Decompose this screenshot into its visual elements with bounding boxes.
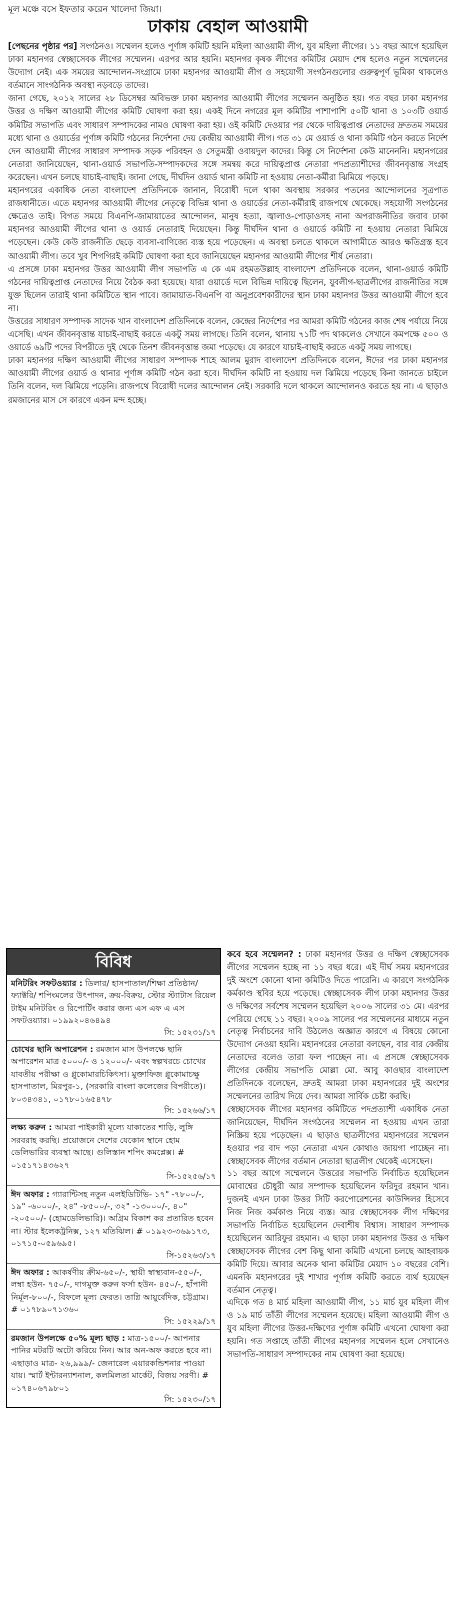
article-paragraph: ঢাকা মহানগর দক্ষিণ আওয়ামী লীগের সাধারণ সম্পাদক শাহে আলম মুরাদ বাংলাদেশ প্রতিদিনকে বলেন, ঈদের পর ঢাকা মহানগর আওয়ামী লীগের ওয়ার্ড ও থানার পূর্ণাঙ্গ কমিটি গঠন করা হবে। দীর্ঘদিন কমিটি না হওয়ায় দল ঝিমিয়ে পড়েছে কিনা জানতে চাইলে তিনি বলেন, দল ঝিমিয়ে পড়েনি। রাজপথে বিরোধী দলের আন্দোলন নেই। সরকারি দলে থাকলে আন্দোলনও করতে হয় না। এ ছাড়াও রমজানের মাস সে কারণে একন মন্দ হচ্ছে। <box>8 355 448 405</box>
ad-text: গ্যারান্টিসহ নতুন এলইডিটিভি- ১৭" -৭৮০০/-, ১৯" -৬০০০/-, ২৪" -৮৫০০/-, ৩২" -১৩০০০/-, ৪০" -২০৫০০/- (হোমডেলিভারি)। অগ্রিম বিকাশ কর প্রতারিত হবেন না। স্টার ইলেকট্রনিক্স, ১২৭ মতিঝিল। # ০১৯২৩-৩৬৯১৭৩, ০১৭১৫-০৫৯৬৯৫। <box>11 1188 214 1249</box>
paragraph-text: ঢাকা মহানগর উত্তর ও দক্ষিণ স্বেচ্ছাসেবক লীগের সম্মেলন হচ্ছে না ১১ বছর ধরে। এই দীর্ঘ সময় মহানগরের দুই অংশে কোনো থানা কমিটিও দিতে পারেনি। এ কারণে সংগঠনিক কর্মকাণ্ড স্থবির হয়ে পড়েছে। স্বেচ্ছাসেবক লীগ ঢাকা মহানগর উত্তর ও দক্ষিণের সর্বশেষ সম্মেলন হয়েছিল ২০০৬ সালের ৩১ মে। এরপর পেরিয়ে গেছে ১১ বছর। ২০০৯ সালের পর সম্মেলনের মাধ্যমে নতুন নেতৃত্ব নির্বাচনের দাবি উঠলেও অজ্ঞাত কারণে এ বিষয়ে কোনো উদ্যোগ নেওয়া হয়নি। মহানগরের নেতারা বলছেন, বার বার কেন্দ্রীয় নেতাদের বলেও তারা ফল পাচ্ছেন না। এ প্রসঙ্গে স্বেচ্ছাসেবক লীগের কেন্দ্রীয় সভাপতি মোল্লা মো. আবু কাওছার বাংলাদেশ প্রতিদিনকে বলেছেন, দ্রুতই আমরা ঢাকা মহানগরের দুই অংশের সম্মেলনের তারিখ দিয়ে দেব। আমরা সার্বিক চেষ্টা করছি। <box>227 949 449 1101</box>
ad-code: সি-১৫২৫৬/১৭ <box>166 1172 216 1182</box>
article-body <box>8 40 448 946</box>
article-paragraph: এদিকে গত ৪ মার্চ মহিলা আওয়ামী লীগ, ১১ মার্চ যুব মহিলা লীগ ও ১৯ মার্চ তাঁতী লীগের সম্মেলন হয়েছে। মহিলা আওয়ামী লীগ ও যুব মহিলা লীগের উত্তর-দক্ষিণের পূর্ণাঙ্গ কমিটি এখনো ঘোষণা করা হয়নি। গত সপ্তাহে তাঁতী লীগের মহানগর সম্মেলন হলে সেখানেও সভাপতি-সাধারণ সম্পাদকের নাম ঘোষণা করা হয়েছে। <box>227 1297 449 1360</box>
previous-article-ending: মূল মঞ্চে বসে ইফতার করেন খালেদা জিয়া। <box>8 5 162 15</box>
ad-keyword: লক্ষ্য করুন : <box>11 1122 52 1133</box>
classified-ad <box>7 1041 220 1119</box>
classified-ad <box>7 1264 220 1330</box>
ad-keyword: চোখের ছানি অপারেশন : <box>11 1044 94 1055</box>
article-paragraph <box>8 40 448 92</box>
article-paragraph: মহানগরের একাধিক নেতা বাংলাদেশ প্রতিদিনকে জানান, বিরোধী দলে থাকা অবস্থায় সরকার পতনের আন্দোলনের সূত্রপাত রাজধানীতে। এতে মহানগর আওয়ামী লীগের নেতৃত্বে বিভিন্ন থানা ও ওয়ার্ডের নেতা-কর্মীরাই রাজপথে থেকেছে। সহযোগী সংগঠনের ক্ষেত্রেও তাই। বিগত সময়ে বিএনপি-জামায়াতের আন্দোলন, মানুষ হত্যা, জ্বালাও-পোড়াওসহ নানা অপরাজনীতির জবাব ঢাকা মহানগর আওয়ামী লীগের থানা ও ওয়ার্ড নেতারাই দিয়েছেন। কিন্তু দীর্ঘদিন থানা ও ওয়ার্ডে কমিটি না হওয়ায় নেতারা ঝিমিয়ে পড়েছেন। কেউ কেউ রাজনীতি ছেড়ে ব্যবসা-বাণিজ্যে ব্যস্ত হয়ে পড়েছেন। এ অবস্থা চলতে থাকলে আগামীতে আরও ক্ষতিগ্রস্ত হবে আওয়ামী লীগ। তবে খুব শিগগিরই কমিটি ঘোষণা করা হবে জানিয়েছেন মহানগর আওয়ামী লীগের শীর্ষ নেতারা। <box>8 185 448 261</box>
paragraph-text: সংগঠনও। সম্মেলন হলেও পূর্ণাঙ্গ কমিটি হয়নি মহিলা আওয়ামী লীগ, যুব মহিলা লীগের। ১১ বছর আগে হয়েছিল ঢাকা মহানগর স্বেচ্ছাসেবক লীগের সম্মেলন। এরপর আর হয়নি। মহানগর কৃষক লীগের কমিটির মেয়াদ শেষ হলেও নতুন সম্মেলনের উদ্যোগ নেই। এক সময়ের আন্দোলন-সংগ্রামে ঢাকা মহানগর আওয়ামী লীগ ও সহযোগী সংগঠনগুলোর গুরুত্বপূর্ণ ভূমিকা থাকলেও বর্তমানে সাংগঠনিক অবস্থা নড়বড়ে তাদের। <box>8 41 448 91</box>
ad-code: সি-১৫২৬৩/১৭ <box>166 1250 216 1260</box>
classifieds-column <box>6 948 221 1618</box>
ad-code: সি: ১৫২৬৬/১৭ <box>164 1106 216 1116</box>
article-paragraph: জানা গেছে, ২০১২ সালের ২৮ ডিসেম্বর অবিভক্ত ঢাকা মহানগর আওয়ামী লীগের সম্মেলন অনুষ্ঠিত হয়। গত বছর ঢাকা মহানগর উত্তর ও দক্ষিণ আওয়ামী লীগের কমিটি ঘোষণা করা হয়। একই দিনে নগরের মূল কমিটির পাশাপাশি ৫০টি থানা ও ১০৩টি ওয়ার্ড কমিটির সভাপতি এবং সাধারণ সম্পাদকের নামও ঘোষণা করা হয়। ওই কমিটি দেওয়ার পর থেকে দায়িত্বপ্রাপ্ত নেতাদের দ্রুততম সময়ের মধ্যে থানা ও ওয়ার্ডের পূর্ণাঙ্গ কমিটি গঠনের নির্দেশনা দেয় কেন্দ্রীয় আওয়ামী লীগ। গত ৩১ মে ওয়ার্ড ও থানা কমিটি গঠন করতে নির্দেশ দেন আওয়ামী লীগের সাধারণ সম্পাদক সড়ক পরিবহন ও সেতুমন্ত্রী ওবায়দুল কাদের। কিন্তু সে নির্দেশনা কেউ মানেননি। মহানগরের নেতারা জানিয়েছেন, থানা-ওয়ার্ড সভাপতি-সম্পাদকদের সঙ্গে সমন্বয় করে দায়িত্বপ্রাপ্ত নেতারা পদপ্রত্যাশীদের জীবনবৃত্তান্ত সংগ্রহ করেছেন। এখন চলছে যাচাই-বাছাই। জানা গেছে, দীর্ঘদিন ওয়ার্ড থানা কমিটি না হওয়ায় নেতা-কর্মীরা ঝিমিয়ে পড়ছে। <box>8 93 448 182</box>
article-continuation-column <box>227 948 449 1618</box>
ad-keyword: ঈদ অফার : <box>11 1266 50 1277</box>
classifieds-heading: বিবিধ <box>7 949 220 975</box>
ad-text: ডিলার/ হাসপাতাল/শিক্ষা প্রতিষ্ঠান/ ফ্যাক্টরি/ শপিংমলের উৎপাদন, ক্রয়-বিক্রয়, স্টোর স্ট্যাটাস রিয়েল টাইম মনিটরিং ও রিপোর্টিং করার জন্য এস এফ এ এস সফটওয়্যার। ০১৯৯২০৪৬৪৯৪ <box>11 978 216 1026</box>
classified-ad <box>7 1119 220 1185</box>
classified-ad <box>7 1186 220 1264</box>
ad-keyword: মনিটরিং সফটওয়্যার : <box>11 978 83 988</box>
classified-ad <box>7 975 220 1041</box>
ad-text: মাত্র-১৫০০/- আপনার পানির মটরটি অটো করিয়ে নিন। আর অন-অফ করতে হবে না। এছাড়াও মাত্র- ২৬,৯৯৯/- জেনারেল এয়ারকন্ডিশনার পাওয়া যায়। স্মার্ট ইন্টারন্যাশনাল, কলমিলতা মার্কেট, বিজয় সরণী। # ০১৭৪০৬৭৯৮০১ <box>11 1332 212 1393</box>
ad-text: রমজান মাস উপলক্ষে ছানি অপারেশন মাত্র ৫০০০/- ও ১২০০০/- এবং স্বল্পখরচে চোখের যাবতীয় পরীক্ষা ও গ্লুকোমারচিকিৎসা। মুক্তাফিজ গ্লুকোমাচক্ষু হাসপাতাল, মিরপুর-১, (সরকারি বাংলা কলেজের বিপরীতে)। ৮০৩৪৩৪১, ০১৭৮০১৬৫৪৭৮ <box>11 1044 207 1104</box>
article-paragraph <box>227 948 449 1103</box>
ad-keyword: রমজান উপলক্ষে ৫০% মূল্য ছাড় : <box>11 1332 126 1343</box>
article-headline: ঢাকায় বেহাল আওয়ামী <box>147 17 309 37</box>
classifieds-box <box>6 948 221 1408</box>
article-paragraph: এ প্রসঙ্গে ঢাকা মহানগর উত্তর আওয়ামী লীগ সভাপতি এ কে এম রহমতউল্লাহ বাংলাদেশ প্রতিদিনকে বলেন, থানা-ওয়ার্ড কমিটি গঠনের দায়িত্বপ্রাপ্ত নেতাদের নিয়ে বৈঠক করা হয়েছে। যারা ওয়ার্ডে দলে বিভিন্ন দায়িত্বে ছিলেন, যুবলীগ-ছাত্রলীগের রাজনীতির সঙ্গে যুক্ত ছিলেন তারাই থানা কমিটিতে স্থান পাবে। জামায়াত-বিএনপি বা অনুপ্রবেশকারীদের স্থান ঢাকা মহানগর উত্তর আওয়ামী লীগে হবে না। <box>8 263 448 313</box>
subheading: কবে হবে সম্মেলন? : <box>227 949 302 959</box>
article-paragraph: ১১ বছর আগে সম্মেলনে উত্তরের সভাপতি নির্বাচিত হয়েছিলেন মোবাশ্বের চৌধুরী আর সম্পাদক হয়েছিলেন ফরিদুর রহমান খান। দুজনই এখন ঢাকা উত্তর সিটি করপোরেশনের কাউন্সিলর হিসেবে নিজ নিজ কর্মকাণ্ড নিয়ে ব্যস্ত। আর স্বেচ্ছাসেবক লীগ দক্ষিণের সভাপতি নির্বাচিত হয়েছিলেন দেবাশীষ বিশ্বাস। সাধারণ সম্পাদক হয়েছিলেন আরিফুর রহমান। এ ছাড়া ঢাকা মহানগর উত্তর ও দক্ষিণ স্বেচ্ছাসেবক লীগের বেশ কিছু থানা কমিটি এখনো চলছে আহবায়ক কমিটি দিয়ে। আবার অনেক থানা কমিটির মেয়াদ ১০ বছরের বেশি। এমনকি মহানগরের দুই শাখার পূর্ণাঙ্গ কমিটি করতে ব্যর্থ হয়েছেন বর্তমান নেতৃত্ব। <box>227 1168 449 1295</box>
ad-text: আমরা পাইকারী মূল্যে যাকাতের শাড়ি, লুঙ্গি সরবরাহ করছি। প্রয়োজনে দেশের যেকোন স্থানে হোম ডেলিভারির ব্যবস্থা আছে। গুলিস্তান শপিং কমপ্লেক্স। # ০১৫১৭১৪৩৬২৭ <box>11 1122 194 1170</box>
continued-from-label: [পেছনের পৃষ্ঠার পর] <box>8 41 78 51</box>
ad-code: সি: ১৫২৩০/১৭ <box>164 1395 216 1404</box>
ad-keyword: ঈদ অফার : <box>11 1188 50 1199</box>
ad-text: আকর্ষণীয় ক্রীম-৬৫০/-, স্থায়ী স্বাস্থ্যবান-৫৫০/-, লম্বা হউন- ৭৫০/-, দাগমুক্ত করুন ফর্সা হউন- ৪৫০/-, হাঁপানী নির্মূল-৮০০/-, বিফলে মূল্য ফেরত। তাগ্নি আয়ুর্বেদিক, চট্টগ্রাম। # ০১৭৮৯০৭১৩৬০ <box>11 1266 209 1315</box>
classified-ad <box>7 1330 220 1407</box>
ad-code: সি: ১৫২৩১/১৭ <box>164 1027 216 1037</box>
ad-code: সি: ১৫২২৯/১৭ <box>164 1316 216 1326</box>
article-paragraph: উত্তরের সাধারণ সম্পাদক সাদেক খান বাংলাদেশ প্রতিদিনকে বলেন, কেন্দ্রের নির্দেশের পর আমরা কমিটি গঠনের কাজ শেষ পর্যায়ে নিয়ে এসেছি। এখন জীবনবৃত্তান্ত যাচাই-বাছাই করতে একটু সময় লাগছে। তিনি বলেন, থানায় ৭১টি পদ থাকলেও সেখানে কমপক্ষে ৫০০ ও ওয়ার্ডে ৬৯টি পদের বিপরীতে দুই থেকে তিনশ জীবনবৃত্তান্ত জমা পড়েছে। যে কারণে যাচাই-বাছাই করতে একটু সময় লাগছে। <box>8 315 448 353</box>
article-paragraph: স্বেচ্ছাসেবক লীগের মহানগর কমিটিতে পদপ্রত্যাশী একাধিক নেতা জানিয়েছেন, দীর্ঘদিন সংগঠনের সম্মেলন না হওয়ায় এখন তারা নিস্ক্রিয় হয়ে পড়েছেন। এ ছাড়াও ছাত্রলীগের মহানগরের সম্মেলন হওয়ার পর বাদ পড়া নেতারা এখন কোথাও জায়গা পাচ্ছেন না। স্বেচ্ছাসেবক লীগের বর্তমান নেতারা ছাত্রলীগ থেকেই এসেছেন। <box>227 1103 449 1166</box>
